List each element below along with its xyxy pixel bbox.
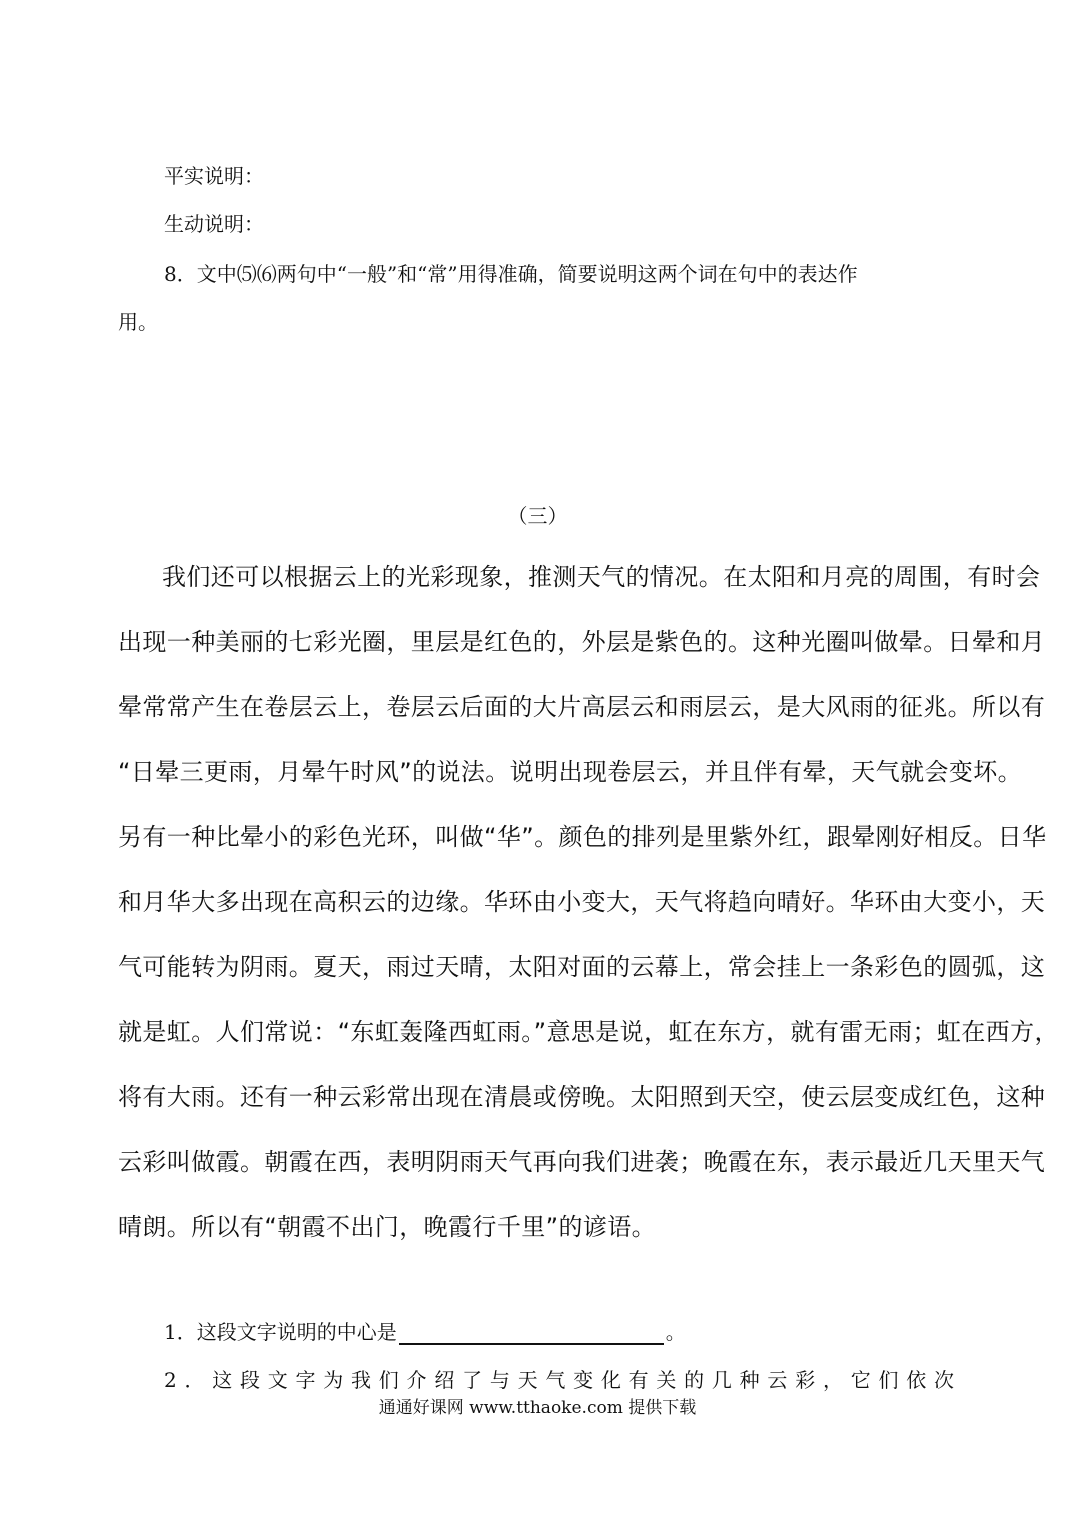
- page-footer: 通通好课网 www.tthaoke.com 提供下载: [378, 1398, 697, 1418]
- answer-blank[interactable]: [399, 1321, 664, 1345]
- question-2: 2．这段文字为我们介绍了与天气变化有关的几种云彩，它们依次: [164, 1368, 956, 1392]
- question-1: [164, 1316, 686, 1345]
- section-heading: （三）: [507, 504, 568, 528]
- passage-line: 另有一种比晕小的彩色光环，叫做“华”。颜色的排列是里紫外红，跟晕刚好相反。日华: [118, 823, 1047, 851]
- question-1-end: 。: [665, 1320, 686, 1344]
- passage-line: 就是虹。人们常说：“东虹轰隆西虹雨。”意思是说，虹在东方，就有雷无雨；虹在西方，: [118, 1018, 1059, 1046]
- passage-line: “日晕三更雨，月晕午时风”的说法。说明出现卷层云，并且伴有晕，天气就会变坏。: [118, 758, 1023, 786]
- passage-line: 云彩叫做霞。朝霞在西，表明阴雨天气再向我们进袭；晚霞在东，表示最近几天里天气: [118, 1148, 1046, 1176]
- passage-line: 晕常常产生在卷层云上，卷层云后面的大片高层云和雨层云，是大风雨的征兆。所以有: [118, 693, 1046, 721]
- passage-line: 将有大雨。还有一种云彩常出现在清晨或傍晚。太阳照到天空，使云层变成红色，这种: [118, 1083, 1046, 1111]
- question-8-line-2: 用。: [118, 310, 158, 334]
- question-1-text: 1．这段文字说明的中心是: [164, 1320, 397, 1344]
- passage-line: 和月华大多出现在高积云的边缘。华环由小变大，天气将趋向晴好。华环由大变小，天: [118, 888, 1046, 916]
- question-8-line-1: 8．文中⑸⑹两句中“一般”和“常”用得准确，简要说明这两个词在句中的表达作: [164, 262, 858, 286]
- passage-line: 气可能转为阴雨。夏天，雨过天晴，太阳对面的云幕上，常会挂上一条彩色的圆弧，这: [118, 953, 1046, 981]
- passage-line: 晴朗。所以有“朝霞不出门，晚霞行千里”的谚语。: [118, 1213, 657, 1241]
- plain-explanation-label: 平实说明：: [164, 164, 264, 188]
- passage-line: 我们还可以根据云上的光彩现象，推测天气的情况。在太阳和月亮的周围，有时会: [162, 563, 1041, 591]
- vivid-explanation-label: 生动说明：: [164, 212, 264, 236]
- passage-line: 出现一种美丽的七彩光圈，里层是红色的，外层是紫色的。这种光圈叫做晕。日晕和月: [118, 628, 1046, 656]
